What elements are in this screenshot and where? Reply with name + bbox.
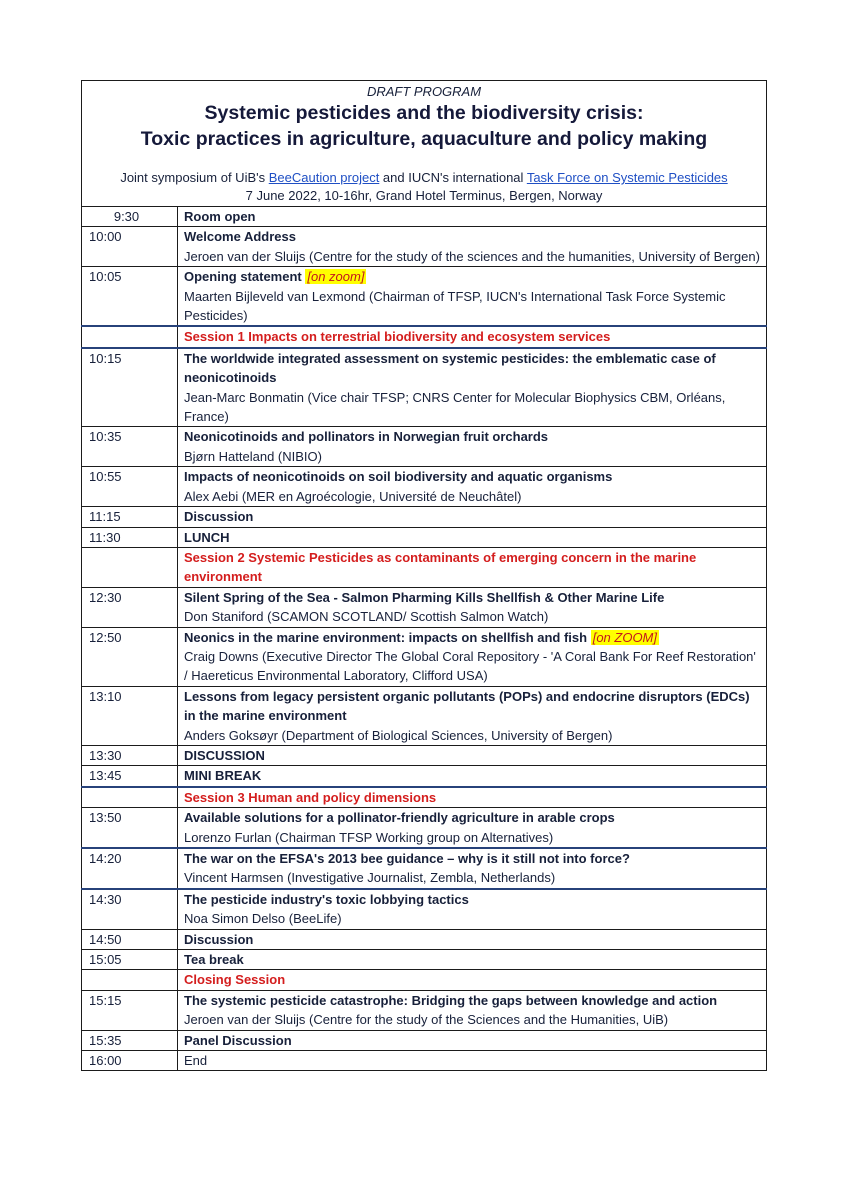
time-cell: 14:50 (82, 929, 178, 949)
time-cell: 10:15 (82, 348, 178, 427)
item-title: Room open (184, 209, 256, 224)
item-cell (178, 227, 767, 267)
session-heading: Session 3 Human and policy dimensions (178, 787, 767, 808)
item-cell (178, 267, 767, 327)
table-row (82, 848, 767, 889)
table-row (82, 686, 767, 745)
item-cell (178, 990, 767, 1030)
item-cell (178, 527, 767, 547)
item-speaker: Jeroen van der Sluijs (Centre for the study of the Sciences and the Humanities, UiB) (184, 1012, 669, 1028)
item-speaker: Vincent Harmsen (Investigative Journalist, Zembla, Netherlands) (184, 870, 556, 886)
table-row (82, 207, 767, 227)
session-heading: Session 2 Systemic Pesticides as contaminants of emerging concern in the marine environment (178, 547, 767, 587)
table-row (82, 627, 767, 686)
table-row (82, 267, 767, 327)
item-cell (178, 808, 767, 848)
item-title: Impacts of neonicotinoids on soil biodiversity and aquatic organisms (184, 469, 613, 485)
zoom-tag: [on ZOOM] (592, 629, 657, 645)
table-row (82, 507, 767, 527)
title-line-2: Toxic practices in agriculture, aquaculture and policy making (140, 128, 708, 150)
table-row (82, 929, 767, 949)
item-speaker: Alex Aebi (MER en Agroécologie, Université de Neuchâtel) (184, 488, 522, 504)
item-title: The worldwide integrated assessment on systemic pesticides: the emblematic case of neonicotinoids (184, 350, 716, 386)
item-cell (178, 1030, 767, 1050)
item-speaker: Jean-Marc Bonmatin (Vice chair TFSP; CNRS Center for Molecular Biophysics CBM, Orléans, France) (184, 389, 726, 425)
item-title: Panel Discussion (184, 1032, 292, 1048)
item-title: DISCUSSION (184, 747, 265, 763)
time-cell: 13:50 (82, 808, 178, 848)
item-title: The war on the EFSA's 2013 bee guidance – why is it still not into force? (184, 851, 630, 866)
item-speaker: Craig Downs (Executive Director The Global Coral Repository - 'A Coral Bank For Reef Restoration' / Haereticus Environmental Laboratory, Clifford USA) (184, 648, 756, 684)
item-cell (178, 1051, 767, 1071)
time-cell: 11:30 (82, 527, 178, 547)
table-row (82, 348, 767, 427)
joint-symposium-line: Joint symposium of UiB's BeeCaution project and IUCN's international Task Force on Systemic Pesticides (120, 170, 728, 185)
time-cell: 13:30 (82, 745, 178, 765)
program-document (81, 80, 767, 1071)
time-cell: 13:45 (82, 766, 178, 787)
item-title: Neonicotinoids and pollinators in Norwegian fruit orchards (184, 429, 549, 445)
item-cell (178, 848, 767, 889)
table-row (82, 889, 767, 929)
item-cell (178, 745, 767, 765)
time-cell: 14:20 (82, 848, 178, 889)
table-row (82, 1030, 767, 1050)
session-row (82, 547, 767, 587)
table-row (82, 990, 767, 1030)
item-cell (178, 929, 767, 949)
table-row (82, 745, 767, 765)
table-row (82, 808, 767, 848)
session-row (82, 326, 767, 347)
session-row (82, 970, 767, 990)
item-cell (178, 207, 767, 227)
item-cell (178, 950, 767, 970)
item-title: LUNCH (184, 529, 230, 545)
item-cell (178, 766, 767, 787)
item-speaker: Bjørn Hatteland (NIBIO) (184, 448, 322, 464)
item-title: Welcome Address (184, 229, 296, 245)
table-row (82, 1051, 767, 1071)
item-title: The pesticide industry's toxic lobbying tactics (184, 891, 469, 907)
item-speaker: Anders Goksøyr (Department of Biological Sciences, University of Bergen) (184, 727, 613, 743)
item-title: Discussion (184, 931, 254, 947)
item-title: Discussion (184, 509, 254, 525)
item-cell (178, 686, 767, 745)
time-cell: 15:05 (82, 950, 178, 970)
item-speaker: Maarten Bijleveld van Lexmond (Chairman of TFSP, IUCN's International Task Force Systemic Pesticides) (184, 288, 726, 324)
item-title: The systemic pesticide catastrophe: Bridging the gaps between knowledge and action (184, 992, 718, 1008)
time-cell: 12:30 (82, 587, 178, 627)
table-row (82, 427, 767, 467)
table-row (82, 527, 767, 547)
item-title: MINI BREAK (184, 768, 262, 784)
table-row (82, 467, 767, 507)
session-heading: Closing Session (178, 970, 767, 990)
item-title: Opening statement (184, 269, 302, 285)
item-title: Silent Spring of the Sea - Salmon Pharming Kills Shellfish & Other Marine Life (184, 589, 665, 605)
time-cell: 9:30 (82, 207, 178, 227)
table-row (82, 227, 767, 267)
item-speaker: Jeroen van der Sluijs (Centre for the study of the sciences and the humanities, University of Bergen) (184, 248, 760, 264)
table-row (82, 766, 767, 787)
title-line-1: Systemic pesticides and the biodiversity crisis: (204, 102, 644, 124)
item-title: Tea break (184, 952, 244, 968)
draft-label: DRAFT PROGRAM (366, 84, 482, 99)
session-heading: Session 1 Impacts on terrestrial biodiversity and ecosystem services (178, 326, 767, 347)
beecaution-link[interactable]: BeeCaution project (268, 170, 380, 185)
event-dateline: 7 June 2022, 10-16hr, Grand Hotel Terminus, Bergen, Norway (245, 188, 603, 203)
session-row (82, 787, 767, 808)
item-title: Available solutions for a pollinator-friendly agriculture in arable crops (184, 810, 615, 826)
item-speaker: Noa Simon Delso (BeeLife) (184, 911, 342, 927)
item-cell (178, 427, 767, 467)
zoom-tag: [on zoom] (307, 269, 365, 285)
item-cell (178, 889, 767, 929)
item-speaker: Lorenzo Furlan (Chairman TFSP Working group on Alternatives) (184, 829, 554, 845)
item-title: Lessons from legacy persistent organic pollutants (POPs) and endocrine disruptors (EDCs) in the marine environment (184, 688, 750, 724)
time-cell: 15:15 (82, 990, 178, 1030)
item-title: Neonics in the marine environment: impacts on shellfish and fish (184, 629, 588, 645)
item-cell (178, 348, 767, 427)
program-header (81, 80, 767, 206)
item-speaker: Don Staniford (SCAMON SCOTLAND/ Scottish Salmon Watch) (184, 609, 549, 625)
item-cell (178, 587, 767, 627)
time-cell: 10:35 (82, 427, 178, 467)
item-title: End (184, 1053, 208, 1069)
item-cell (178, 627, 767, 686)
item-cell (178, 507, 767, 527)
time-cell: 10:55 (82, 467, 178, 507)
time-cell: 16:00 (82, 1051, 178, 1071)
table-row (82, 950, 767, 970)
time-cell: 10:00 (82, 227, 178, 267)
time-cell: 11:15 (82, 507, 178, 527)
task-force-link[interactable]: Task Force on Systemic Pesticides (526, 170, 728, 185)
time-cell: 13:10 (82, 686, 178, 745)
time-cell: 14:30 (82, 889, 178, 929)
item-cell (178, 467, 767, 507)
time-cell: 12:50 (82, 627, 178, 686)
program-table (81, 206, 767, 1071)
time-cell: 10:05 (82, 267, 178, 327)
table-row (82, 587, 767, 627)
time-cell: 15:35 (82, 1030, 178, 1050)
